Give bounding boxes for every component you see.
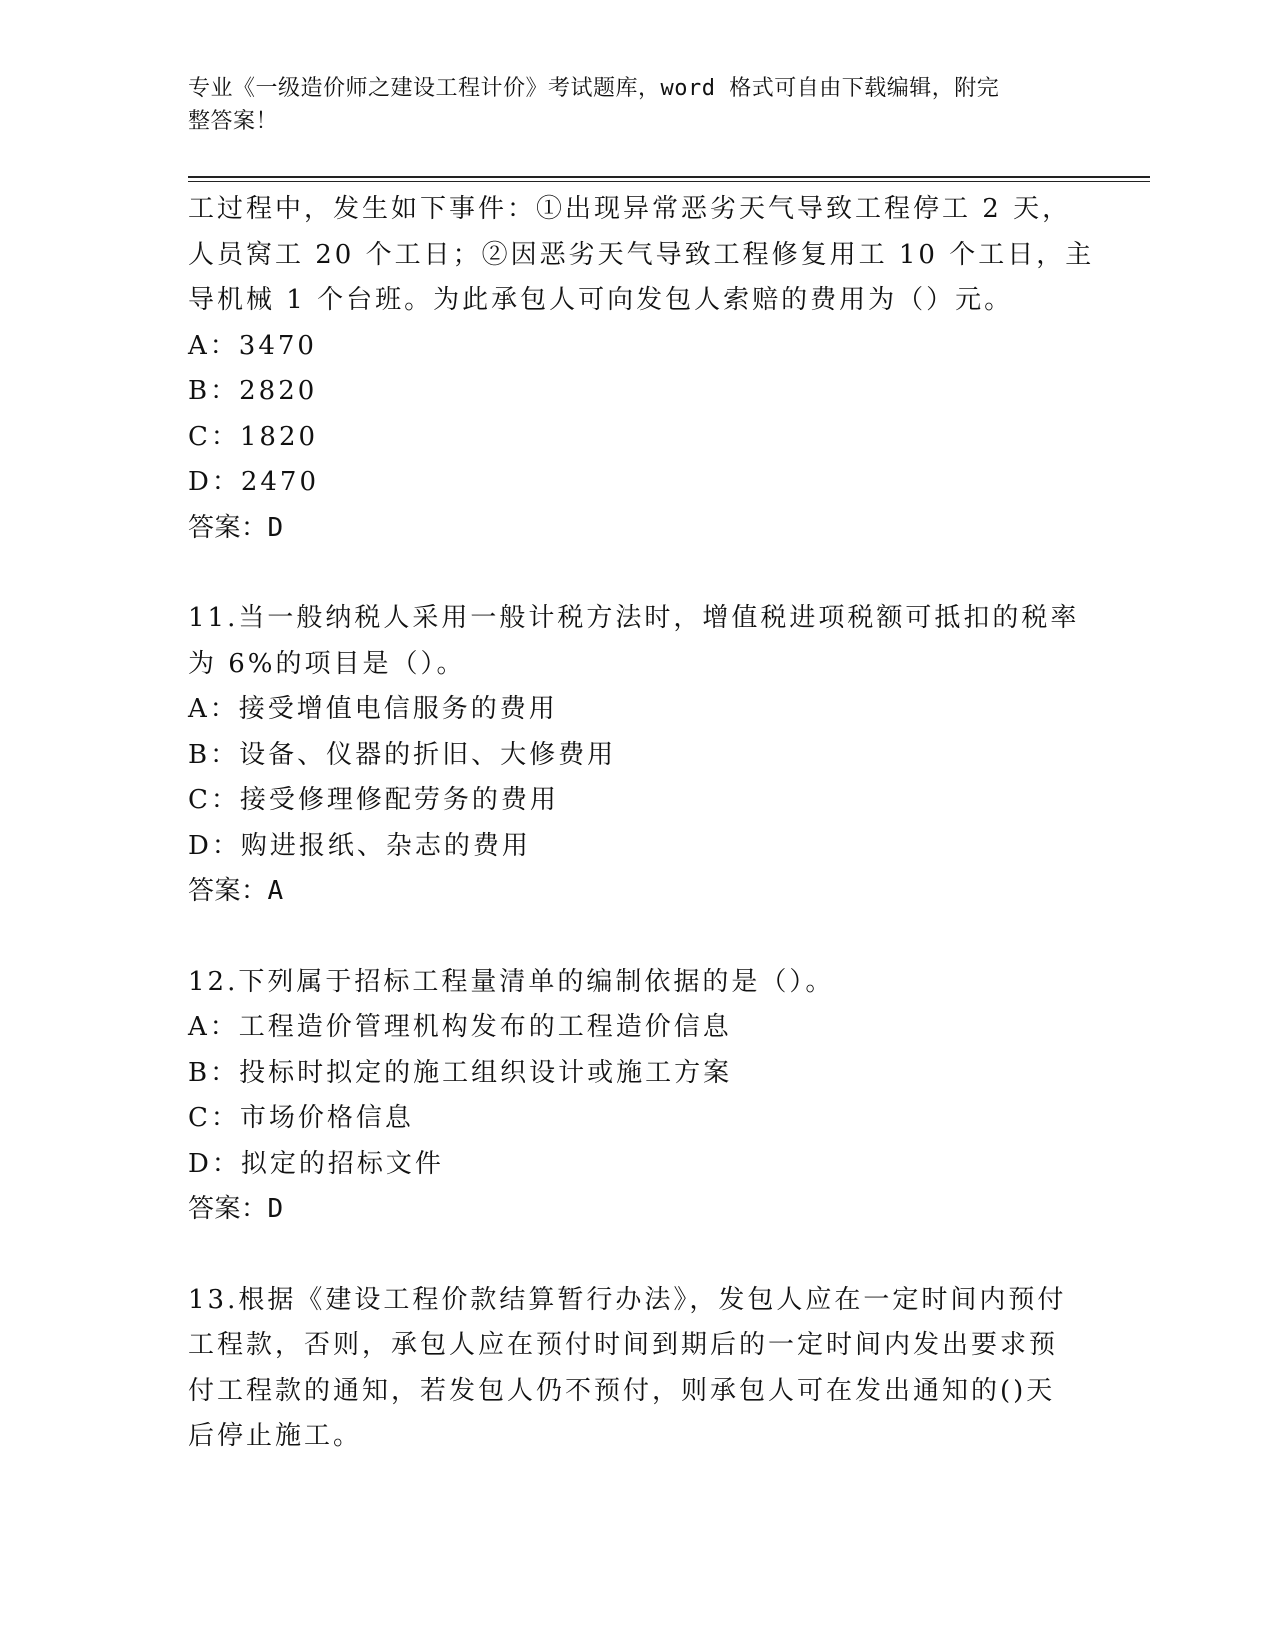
question-text-line: 11.当一般纳税人采用一般计税方法时，增值税进项税额可抵扣的税率 bbox=[188, 603, 1080, 633]
question-text-line: 13.根据《建设工程价款结算暂行办法》，发包人应在一定时间内预付 bbox=[188, 1284, 1067, 1315]
answer: 答案：D bbox=[188, 1194, 284, 1224]
question-gap bbox=[188, 1233, 1088, 1278]
question-text-line: 后停止施工。 bbox=[188, 1421, 363, 1451]
option-b: B：2820 bbox=[188, 376, 318, 406]
question-text-line: 付工程款的通知，若发包人仍不预付，则承包人可在发出通知的()天 bbox=[188, 1375, 1056, 1406]
header-rule-thin bbox=[188, 181, 1150, 182]
question-text-line: 为 6%的项目是（）。 bbox=[188, 648, 466, 679]
option-a: A：3470 bbox=[188, 330, 317, 361]
question-gap bbox=[188, 915, 1088, 960]
question-10 bbox=[188, 187, 1095, 551]
answer: 答案：D bbox=[188, 512, 284, 543]
answer: 答案：A bbox=[188, 876, 284, 906]
question-text-line: 12.下列属于招标工程量清单的编制依据的是（）。 bbox=[188, 966, 835, 997]
option-b: B：投标时拟定的施工组织设计或施工方案 bbox=[188, 1057, 733, 1088]
question-text-line: 工程款，否则，承包人应在预付时间到期后的一定时间内发出要求预 bbox=[188, 1330, 1059, 1360]
option-b: B：设备、仪器的折旧、大修费用 bbox=[188, 739, 617, 770]
question-gap bbox=[188, 551, 1088, 596]
option-c: C：市场价格信息 bbox=[188, 1103, 414, 1133]
option-d: D：2470 bbox=[188, 467, 320, 497]
question-12 bbox=[188, 960, 1088, 1233]
option-a: A：工程造价管理机构发布的工程造价信息 bbox=[188, 1012, 732, 1042]
question-13 bbox=[188, 1278, 1088, 1460]
question-text-line: 工过程中，发生如下事件：①出现异常恶劣天气导致工程停工 2 天， bbox=[188, 194, 1072, 224]
option-d: D：拟定的招标文件 bbox=[188, 1148, 444, 1179]
header-line-1: 专业《一级造价师之建设工程计价》考试题库，word 格式可自由下载编辑，附完 bbox=[188, 76, 1000, 101]
header-line-2: 整答案！ bbox=[188, 109, 279, 134]
question-text-line: 人员窝工 20 个工日；②因恶劣天气导致工程修复用工 10 个工日，主 bbox=[188, 239, 1095, 270]
document-header bbox=[188, 72, 1068, 138]
question-11 bbox=[188, 596, 1088, 915]
option-d: D：购进报纸、杂志的费用 bbox=[188, 830, 531, 861]
option-c: C：1820 bbox=[188, 421, 319, 452]
document-body bbox=[188, 187, 1095, 1460]
option-a: A：接受增值电信服务的费用 bbox=[188, 694, 558, 724]
header-rule-thick bbox=[188, 176, 1150, 178]
option-c: C：接受修理修配劳务的费用 bbox=[188, 785, 559, 815]
question-text-line: 导机械 1 个台班。为此承包人可向发包人索赔的费用为（）元。 bbox=[188, 285, 1014, 315]
